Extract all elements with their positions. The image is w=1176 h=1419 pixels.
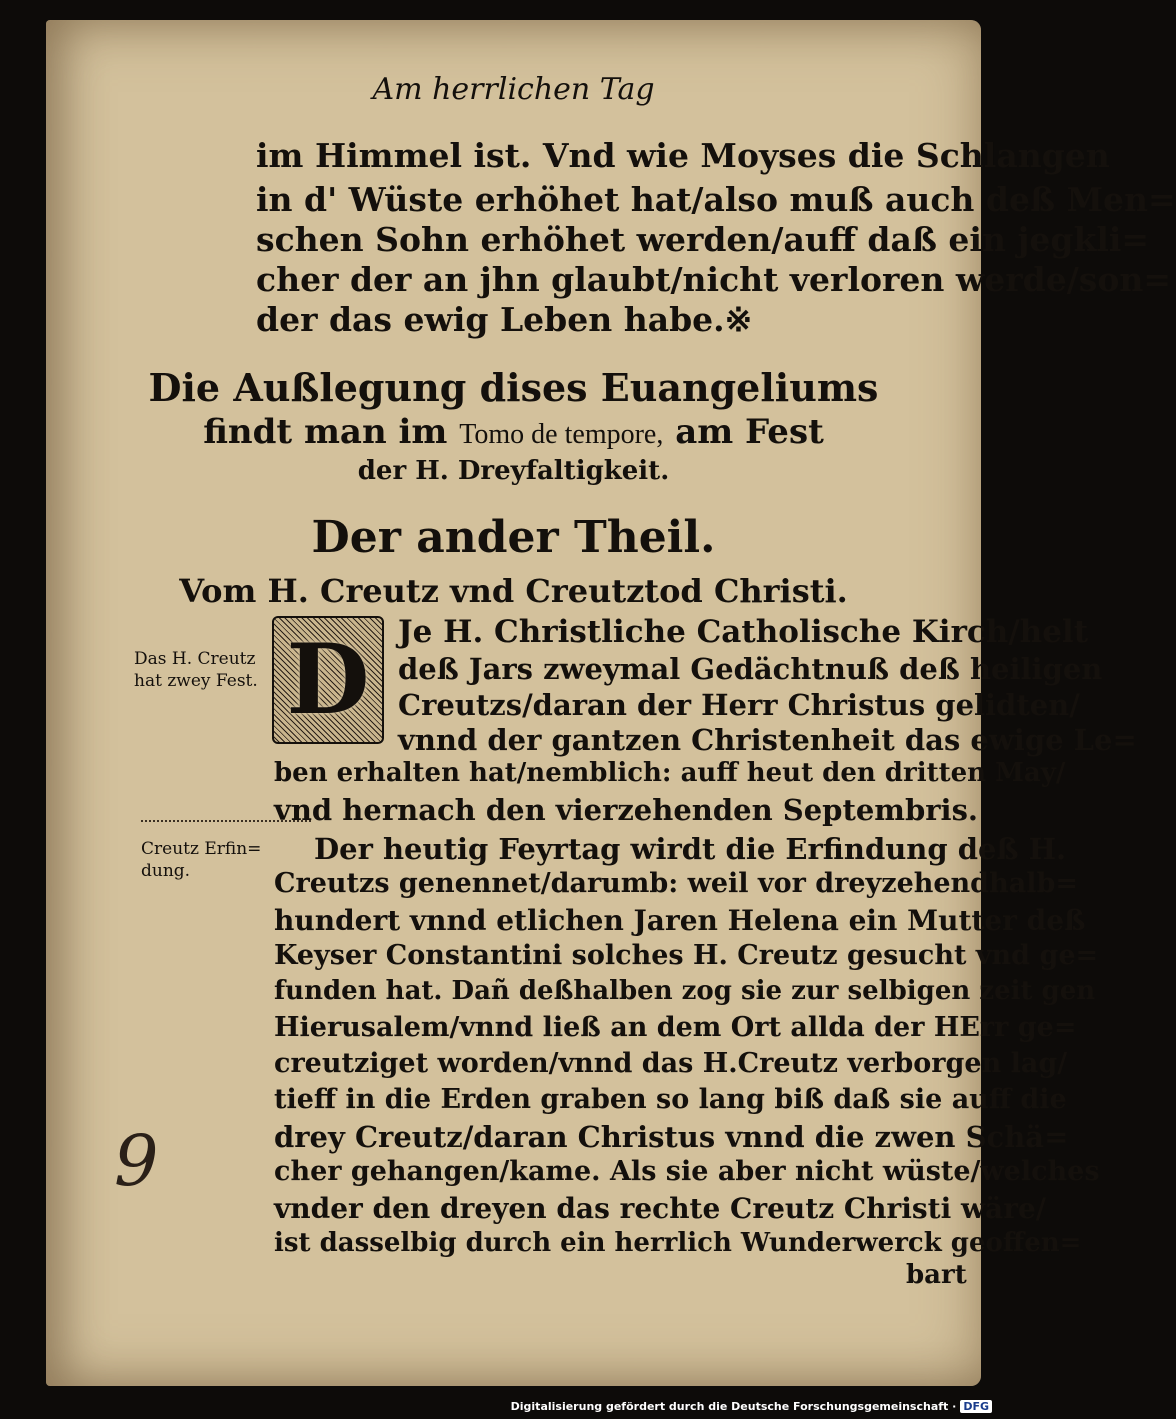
heading-line2-latin: Tomo de tempore, (459, 419, 664, 450)
heading-line2-pre: findt man im (203, 412, 448, 452)
marginal-note-1 (134, 648, 258, 692)
body-line-12: Hierusalem/vnnd ließ an dem Ort allda der HErr ge= (274, 1012, 1077, 1043)
margin-divider (141, 820, 311, 822)
body-line-14: tieff in die Erden graben so lang biß daß sie auff die (274, 1084, 1067, 1115)
initial-letter: D (286, 623, 370, 736)
catchword: bart (906, 1260, 967, 1290)
gospel-line-2: in d' Wüste erhöhet hat/also muß auch deß Men= (256, 180, 1176, 219)
gospel-line-4: cher der an jhn glaubt/nicht verloren werde/son= (256, 260, 1171, 299)
body-line-4: vnnd der gantzen Christenheit das ewige Le= (398, 723, 1137, 757)
marginal-note-1-line-2: hat zwey Fest. (134, 671, 258, 691)
body-line-15: drey Creutz/daran Christus vnnd die zwen Schä= (274, 1120, 1069, 1154)
heading-exposition: Die Außlegung dises Euangeliums (148, 365, 879, 410)
book-page (46, 20, 1176, 1386)
marginal-note-2 (141, 838, 261, 882)
gospel-line-1: im Himmel ist. Vnd wie Moyses die Schlangen (256, 136, 1110, 175)
decorated-initial (272, 616, 384, 744)
body-line-8: Creutzs genennet/darumb: weil vor dreyzehendhalb= (274, 868, 1078, 899)
running-head: Am herrlichen Tag (372, 72, 655, 107)
gospel-line-3: schen Sohn erhöhet werden/auff daß ein jegkli= (256, 220, 1150, 259)
body-line-1: Je H. Christliche Catholische Kirch/helt (398, 614, 1089, 650)
body-line-2: deß Jars zweymal Gedächtnuß deß heiligen (398, 652, 1103, 686)
heading-exposition-line2 (46, 412, 981, 452)
section-heading: Der ander Theil. (311, 512, 716, 563)
heading-line2-post: am Fest (675, 412, 824, 452)
gospel-line-5: der das ewig Leben habe.※ (256, 300, 753, 339)
body-line-6: vnd hernach den vierzehenden Septembris. (274, 793, 978, 827)
body-line-7: Der heutig Feyrtag wirdt die Erfindung deß H. (314, 832, 1067, 866)
marginal-note-2-line-1: Creutz Erfin= (141, 839, 262, 859)
body-line-3: Creutzs/daran der Herr Christus gelidten/ (398, 688, 1080, 722)
body-line-10: Keyser Constantini solches H. Creutz gesucht vnd ge= (274, 940, 1099, 971)
marginal-note-2-line-2: dung. (141, 861, 191, 881)
marginal-note-1-line-1: Das H. Creutz (134, 649, 256, 669)
body-line-16: cher gehangen/kame. Als sie aber nicht wüste/welches (274, 1156, 1100, 1187)
body-line-9: hundert vnnd etlichen Jaren Helena ein Mutter deß (274, 904, 1086, 937)
heading-exposition-line3: der H. Dreyfaltigkeit. (357, 456, 670, 486)
footer-text: Digitalisierung gefördert durch die Deutsche Forschungsgemeinschaft · (510, 1400, 957, 1413)
signature-mark: 9 (114, 1120, 159, 1202)
body-line-13: creutziget worden/vnnd das H.Creutz verborgen lag/ (274, 1048, 1068, 1079)
body-line-11: funden hat. Dañ deßhalben zog sie zur selbigen zeit gen (274, 976, 1096, 1006)
body-line-5: ben erhalten hat/nemblich: auff heut den dritten May/ (274, 758, 1066, 788)
section-subheading: Vom H. Creutz vnd Creutztod Christi. (179, 572, 848, 610)
dfg-logo: DFG (960, 1400, 992, 1413)
body-line-18: ist dasselbig durch ein herrlich Wunderwerck geoffen= (274, 1228, 1082, 1258)
body-line-17: vnder den dreyen das rechte Creutz Christi wäre/ (274, 1192, 1046, 1225)
footer-credit (511, 1400, 992, 1413)
